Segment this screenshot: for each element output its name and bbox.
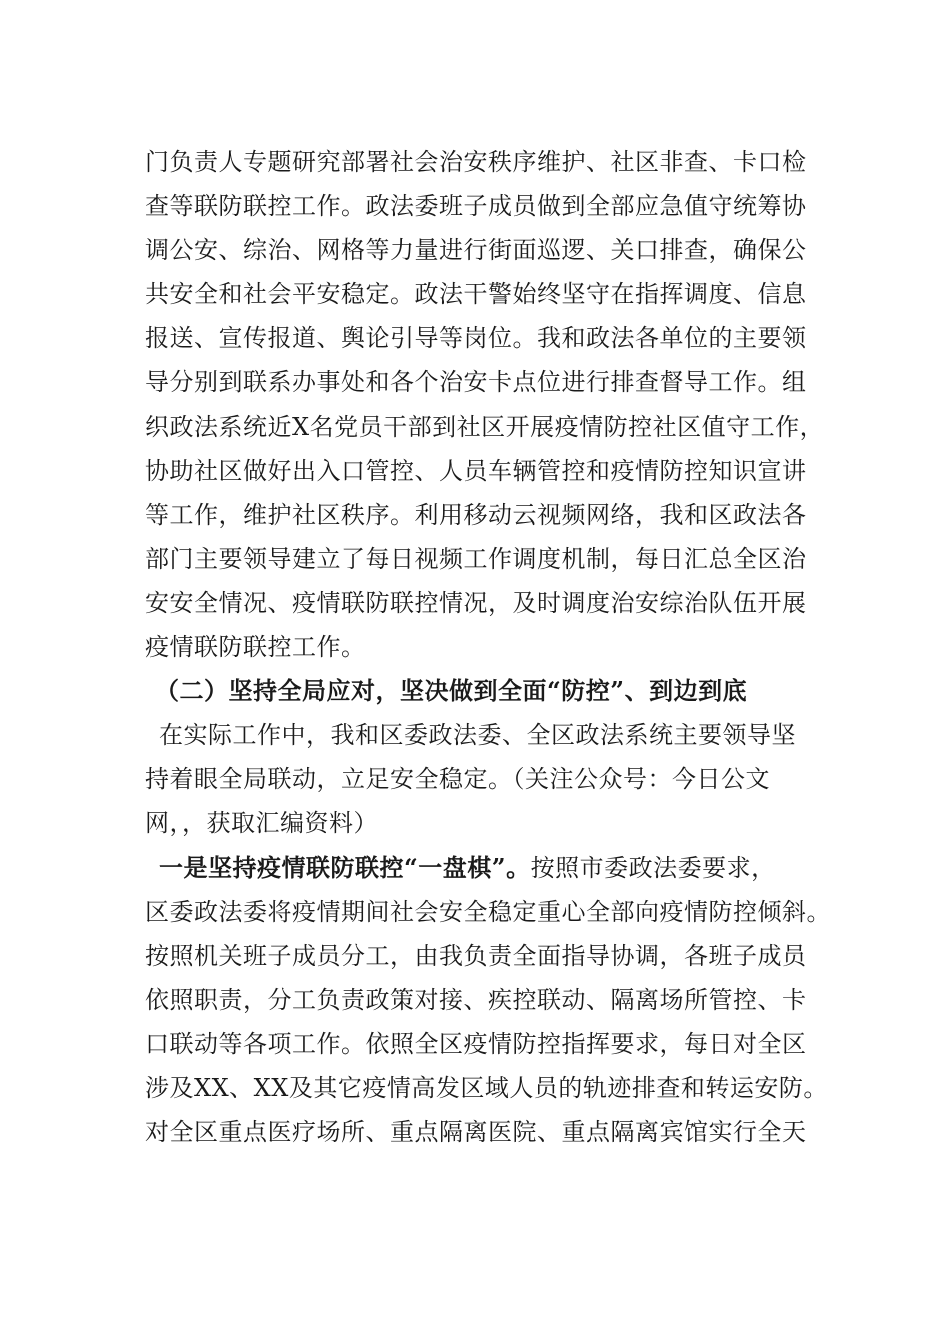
text-line: 区委政法委将疫情期间社会安全稳定重心全部向疫情防控倾斜。	[145, 897, 831, 926]
text-line: 共安全和社会平安稳定。政法干警始终坚守在指挥调度、信息	[145, 280, 807, 309]
text-line: 网，，获取汇编资料）	[145, 809, 378, 838]
document-body	[145, 140, 845, 1154]
text-line: 等工作，维护社区秩序。利用移动云视频网络，我和区政法各	[145, 500, 807, 529]
text-line: 在实际工作中，我和区委政法委、全区政法系统主要领导坚	[159, 721, 796, 750]
text-line: 对全区重点医疗场所、重点隔离医院、重点隔离宾馆实行全天	[145, 1118, 807, 1147]
text-line: 口联动等各项工作。依照全区疫情防控指挥要求，每日对全区	[145, 1029, 807, 1058]
text-line: 疫情联防联控工作。	[145, 633, 366, 662]
text-line: 涉及XX、XX及其它疫情高发区域人员的轨迹排查和转运安防。	[145, 1073, 828, 1102]
paragraph-lead-rest: 按照市委政法委要求，	[530, 853, 776, 882]
text-line: 查等联防联控工作。政法委班子成员做到全部应急值守统筹协	[145, 192, 807, 221]
text-line: 导分别到联系办事处和各个治安卡点位进行排查督导工作。组	[145, 368, 807, 397]
paragraph-lead-line	[145, 846, 845, 890]
section-heading: （二）坚持全局应对，坚决做到全面“防控”、到边到底	[155, 676, 748, 706]
text-line: 协助社区做好出入口管控、人员车辆管控和疫情防控知识宣讲	[145, 456, 807, 485]
text-line: 持着眼全局联动，立足安全稳定。（关注公众号：今日公文	[145, 765, 770, 794]
text-line: 安安全情况、疫情联防联控情况，及时调度治安综治队伍开展	[145, 588, 807, 617]
text-line: 报送、宣传报道、舆论引导等岗位。我和政法各单位的主要领	[145, 324, 807, 353]
text-line: 门负责人专题研究部署社会治安秩序维护、社区非查、卡口检	[145, 148, 807, 176]
text-line: 按照机关班子成员分工，由我负责全面指导协调，各班子成员	[145, 941, 807, 970]
paragraph-lead: 一是坚持疫情联防联控“一盘棋”。	[159, 852, 531, 882]
text-line: 调公安、综治、网格等力量进行街面巡逻、关口排查，确保公	[145, 236, 807, 265]
text-line: 部门主要领导建立了每日视频工作调度机制，每日汇总全区治	[145, 544, 807, 573]
text-line: 织政法系统近X名党员干部到社区开展疫情防控社区值守工作，	[145, 412, 825, 441]
text-line: 依照职责，分工负责政策对接、疾控联动、隔离场所管控、卡	[145, 985, 807, 1014]
